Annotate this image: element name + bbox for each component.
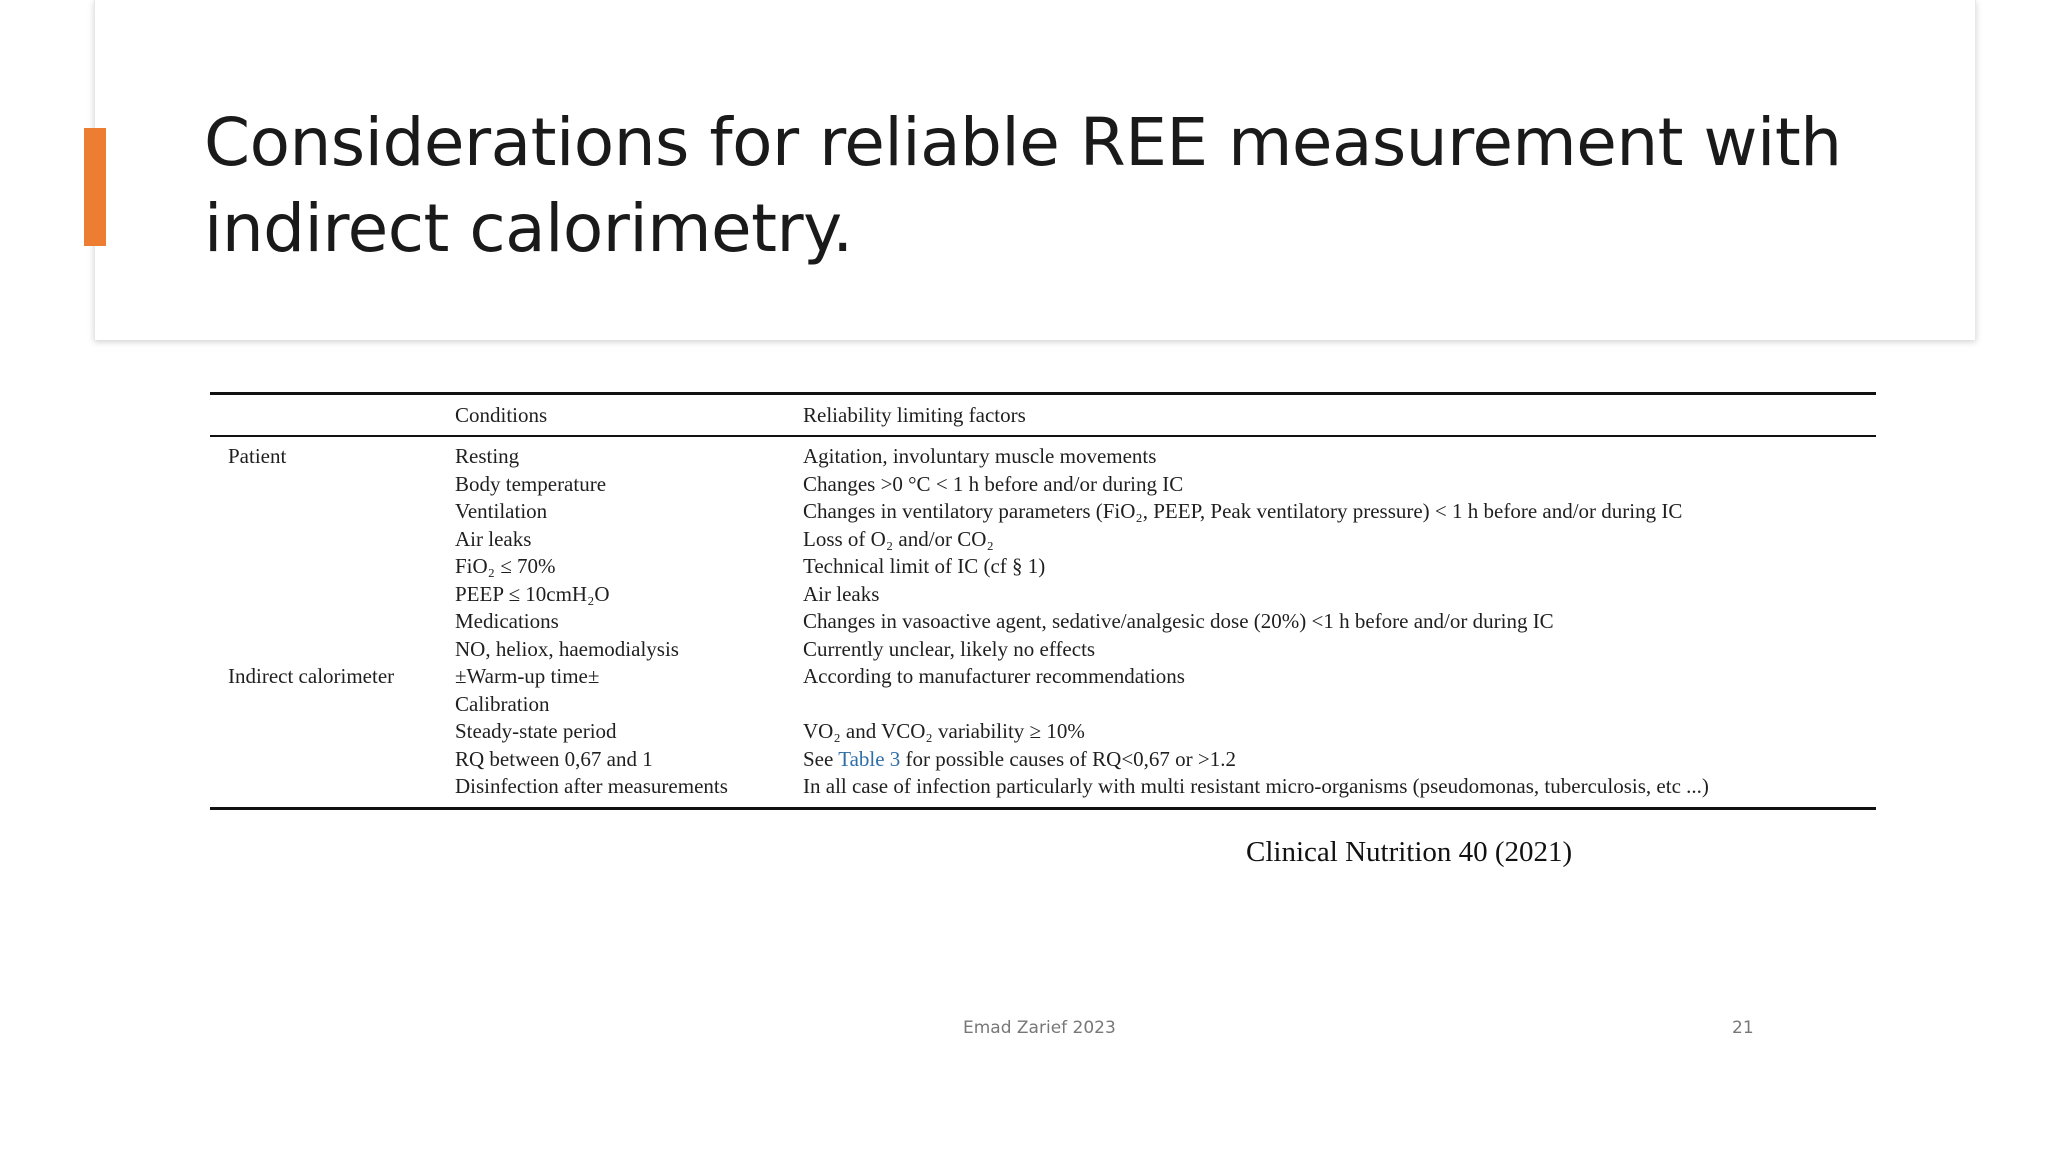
table-header-row — [210, 394, 1876, 437]
page-number: 21 — [1732, 1018, 1754, 1038]
row-group — [210, 718, 455, 746]
row-factor: Agitation, involuntary muscle movements — [803, 444, 1157, 468]
table-row — [210, 773, 1876, 808]
header-factors: Reliability limiting factors — [803, 394, 1876, 437]
row-factor: According to manufacturer recommendations — [803, 664, 1185, 688]
citation: Clinical Nutrition 40 (2021) — [1246, 836, 1573, 868]
row-condition: Disinfection after measurements — [455, 774, 728, 798]
row-condition: Air leaks — [455, 526, 532, 551]
row-condition: RQ between 0,67 and 1 — [455, 746, 653, 771]
header-group — [210, 394, 455, 437]
table-row — [210, 436, 1876, 471]
row-condition: Calibration — [455, 691, 550, 716]
row-group — [210, 498, 455, 526]
footer-author: Emad Zarief 2023 — [963, 1018, 1116, 1038]
table-row — [210, 663, 1876, 691]
table-3-link[interactable]: Table 3 — [838, 746, 901, 771]
table-row — [210, 526, 1876, 554]
row-factor: Air leaks — [803, 581, 880, 606]
row-condition: Ventilation — [455, 499, 548, 523]
row-factor — [803, 746, 1876, 774]
row-group — [210, 608, 455, 636]
row-factor: VO₂ and VCO₂ variability ≥ 10% — [803, 719, 1085, 743]
row-group — [210, 581, 455, 609]
row-factor: Currently unclear, likely no effects — [803, 636, 1096, 661]
row-factor — [803, 691, 1876, 719]
row-factor: Changes in vasoactive agent, sedative/analgesic dose (20%) <1 h before and/or during IC — [803, 609, 1554, 633]
row-condition: Steady-state period — [455, 719, 617, 743]
table-row — [210, 581, 1876, 609]
row-group — [210, 636, 455, 664]
row-group — [210, 746, 455, 774]
table-row — [210, 746, 1876, 774]
row-factor: Changes in ventilatory parameters (FiO₂, PEEP, Peak ventilatory pressure) < 1 h before and/or during IC — [803, 499, 1683, 523]
table-row — [210, 471, 1876, 499]
row-condition: ±Warm-up time± — [455, 664, 600, 688]
row-factor: Loss of O₂ and/or CO₂ — [803, 526, 994, 551]
row-group — [210, 471, 455, 499]
row-condition: Body temperature — [455, 471, 607, 496]
header-conditions: Conditions — [455, 394, 803, 437]
row-factor: Changes >0 °C < 1 h before and/or during IC — [803, 471, 1184, 496]
table-row — [210, 608, 1876, 636]
row-condition: PEEP ≤ 10cmH₂O — [455, 581, 610, 606]
row-group: Indirect calorimeter — [228, 664, 395, 688]
row-group — [210, 773, 455, 808]
table-row — [210, 498, 1876, 526]
row-group — [210, 553, 455, 581]
row-condition: Medications — [455, 609, 559, 633]
slide-title: Considerations for reliable REE measurement with indirect calorimetry. — [204, 104, 1842, 267]
row-factor: In all case of infection particularly with multi resistant micro-organisms (pseudomonas, tuberculosis, etc ...) — [803, 774, 1709, 798]
table-row — [210, 553, 1876, 581]
accent-bar — [84, 128, 106, 246]
row-condition: NO, heliox, haemodialysis — [455, 636, 679, 661]
conditions-table-container — [210, 392, 1876, 810]
factor-suffix: for possible causes of RQ<0,67 or >1.2 — [900, 746, 1237, 771]
row-group — [210, 526, 455, 554]
row-group — [210, 691, 455, 719]
table-row — [210, 718, 1876, 746]
conditions-table — [210, 392, 1876, 810]
factor-prefix: See — [803, 746, 839, 771]
row-condition: Resting — [455, 444, 520, 468]
row-group: Patient — [228, 444, 287, 468]
table-row — [210, 636, 1876, 664]
table-row — [210, 691, 1876, 719]
row-factor: Technical limit of IC (cf § 1) — [803, 554, 1046, 578]
row-condition: FiO₂ ≤ 70% — [455, 554, 556, 578]
